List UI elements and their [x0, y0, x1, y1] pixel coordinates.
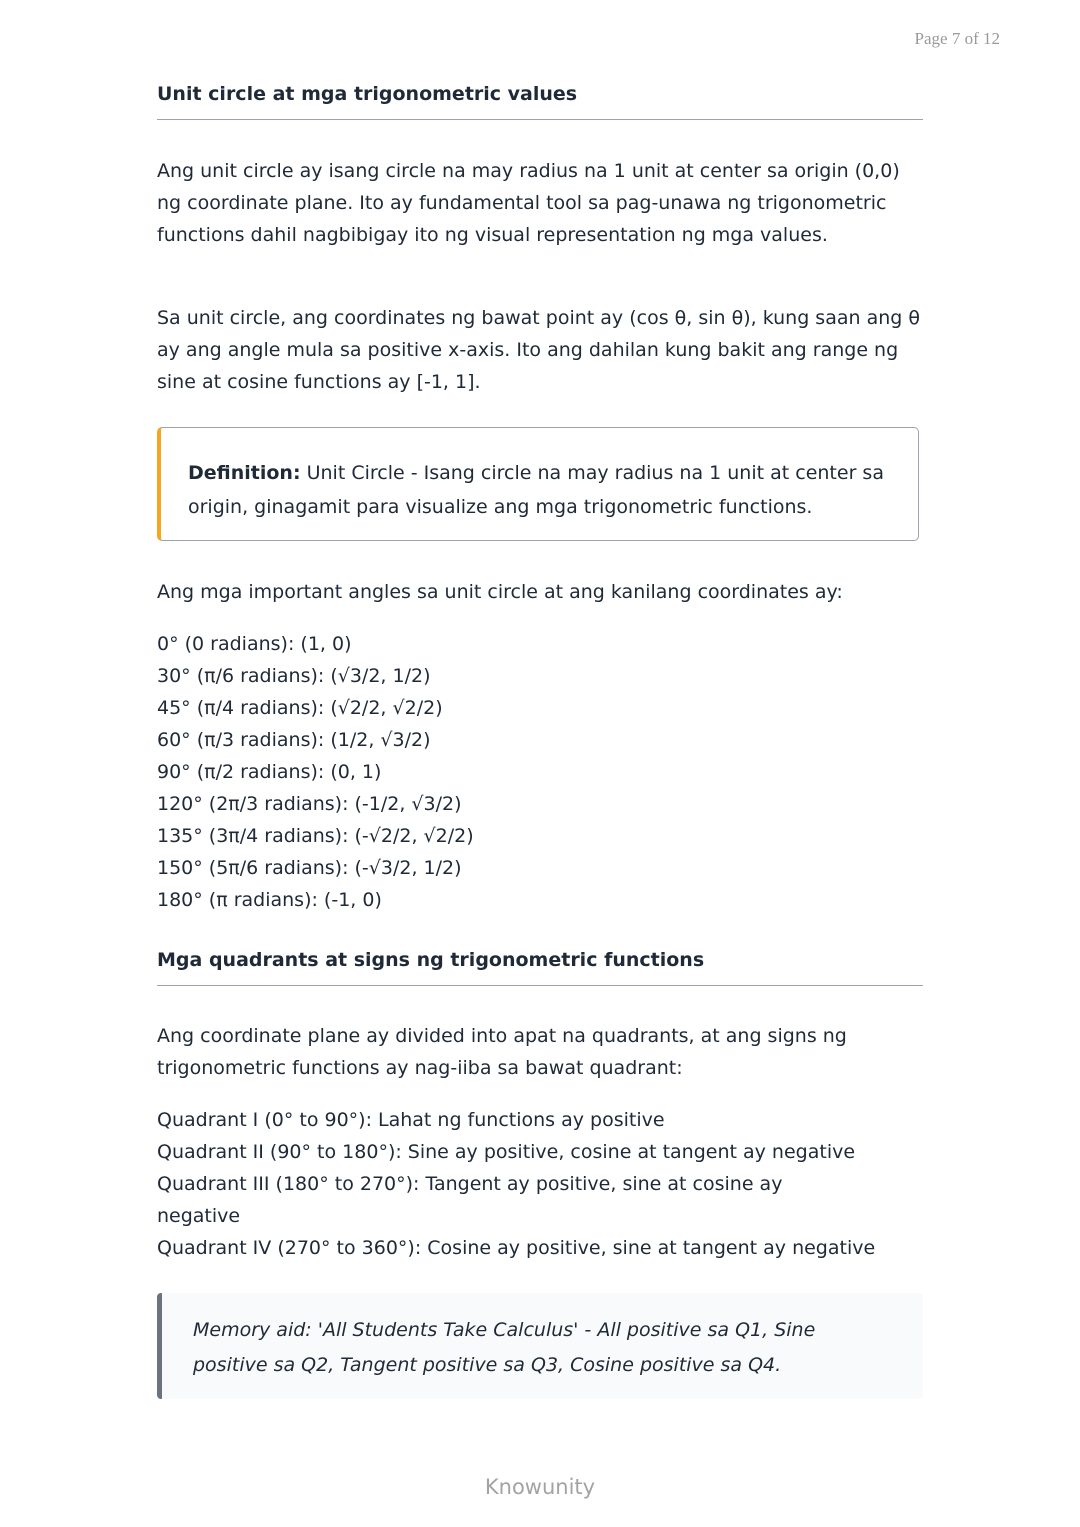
quadrant-item: Quadrant I (0° to 90°): Lahat ng functions ay positive [157, 1109, 665, 1131]
angle-item: 30° (π/6 radians): (√3/2, 1/2) [157, 665, 431, 687]
definition-callout [157, 427, 919, 541]
angle-item: 0° (0 radians): (1, 0) [157, 633, 352, 655]
angle-item: 135° (3π/4 radians): (-√2/2, √2/2) [157, 825, 474, 847]
page-number: Page 7 of 12 [914, 29, 1000, 48]
angle-item: 45° (π/4 radians): (√2/2, √2/2) [157, 697, 443, 719]
angle-item: 60° (π/3 radians): (1/2, √3/2) [157, 729, 431, 751]
quadrant-item: Quadrant IV (270° to 360°): Cosine ay positive, sine at tangent ay negative [157, 1237, 876, 1259]
definition-text: Unit Circle - Isang circle na may radius na 1 unit at center sa origin, ginagamit para visualize ang mga trigonometric functions. [188, 462, 884, 518]
paragraph-unit-circle-coordinates: Sa unit circle, ang coordinates ng bawat point ay (cos θ, sin θ), kung saan ang θ ay ang angle mula sa positive x-axis. Ito ang dahilan kung bakit ang range ng sine at cosine functions ay [-1, 1]. [157, 307, 920, 393]
paragraph-unit-circle-intro: Ang unit circle ay isang circle na may radius na 1 unit at center sa origin (0,0) ng coordinate plane. Ito ay fundamental tool sa pag-unawa ng trigonometric functions dahil nagbibigay ito ng visual representation ng mga values. [157, 160, 900, 246]
definition-label: Definition: [188, 462, 301, 484]
angle-item: 90° (π/2 radians): (0, 1) [157, 761, 382, 783]
angle-list [157, 628, 474, 916]
quadrant-item: Quadrant II (90° to 180°): Sine ay positive, cosine at tangent ay negative [157, 1141, 856, 1163]
memory-aid-callout: Memory aid: 'All Students Take Calculus' - All positive sa Q1, Sine positive sa Q2, Tangent positive sa Q3, Cosine positive sa Q4. [157, 1293, 923, 1399]
quadrant-item: Quadrant III (180° to 270°): Tangent ay positive, sine at cosine ay negative [157, 1173, 783, 1227]
paragraph-quadrants-intro: Ang coordinate plane ay divided into apat na quadrants, at ang signs ng trigonometric functions ay nag-iiba sa bawat quadrant: [157, 1025, 847, 1079]
quadrant-list [157, 1104, 927, 1264]
angle-item: 180° (π radians): (-1, 0) [157, 889, 382, 911]
angles-intro: Ang mga important angles sa unit circle at ang kanilang coordinates ay: [157, 581, 843, 603]
section-heading-unit-circle: Unit circle at mga trigonometric values [157, 83, 923, 120]
angle-item: 150° (5π/6 radians): (-√3/2, 1/2) [157, 857, 462, 879]
angle-item: 120° (2π/3 radians): (-1/2, √3/2) [157, 793, 462, 815]
footer-brand: Knowunity [484, 1475, 596, 1499]
section-heading-quadrants: Mga quadrants at signs ng trigonometric functions [157, 949, 923, 986]
